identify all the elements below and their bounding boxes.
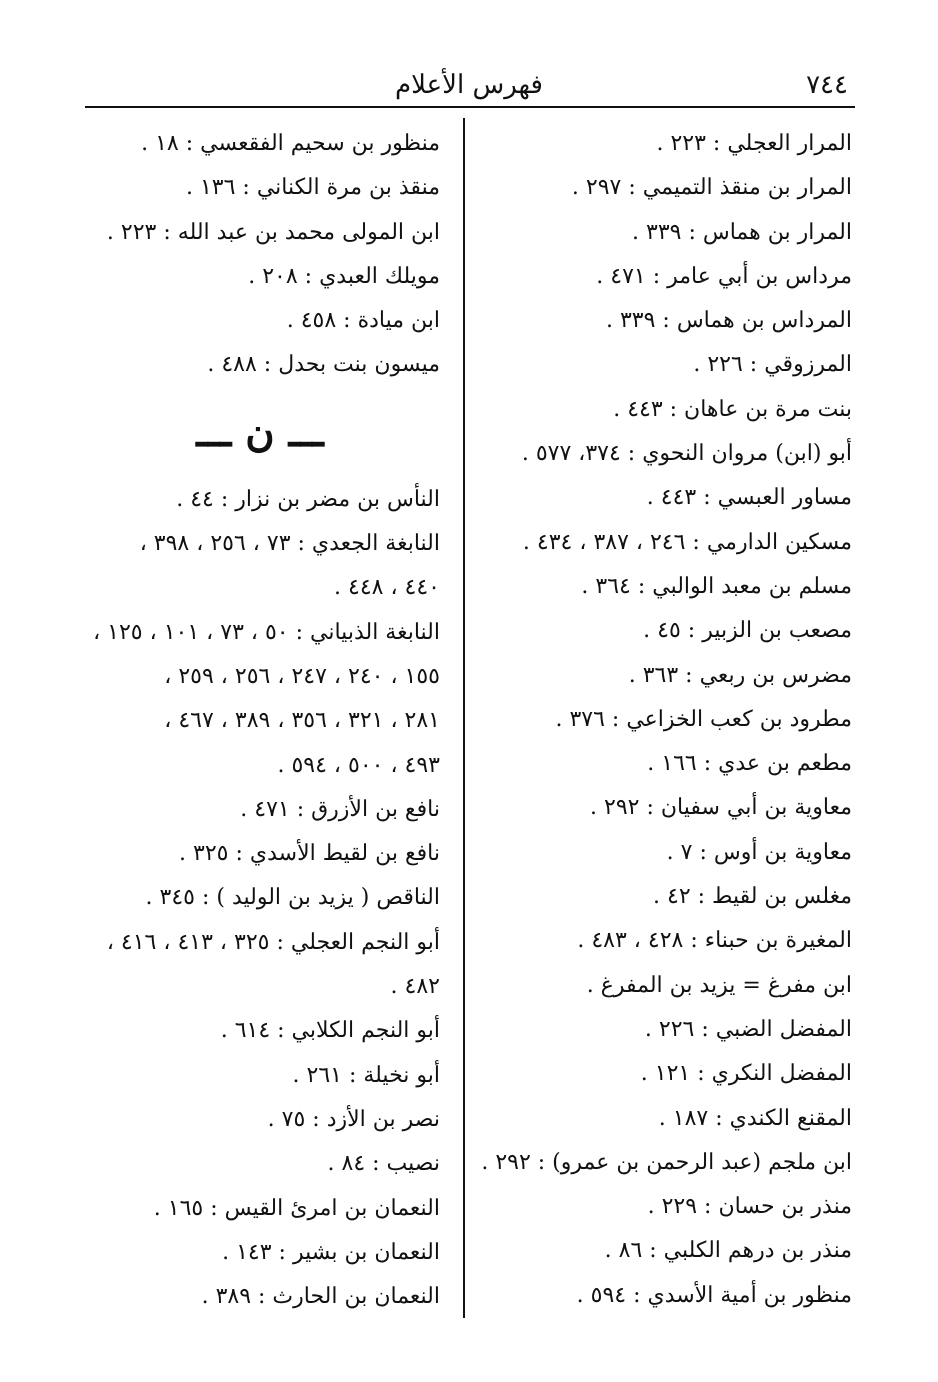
index-entry: مويلك العبدي : ٢٠٨ .: [248, 263, 440, 289]
letter-heading: ـــ ن ـــ: [196, 408, 324, 456]
index-entry: المغيرة بن حبناء : ٤٢٨ ، ٤٨٣ .: [577, 928, 852, 954]
index-entry: المفضل النكري : ١٢١ .: [640, 1061, 852, 1087]
index-entry: أبو (ابن) مروان النحوي : ٣٧٤، ٥٧٧ .: [521, 441, 852, 467]
index-entry: ٢٨١ ، ٣٢١ ، ٣٥٦ ، ٣٨٩ ، ٤٦٧ ،: [164, 708, 440, 734]
index-entry: ميسون بنت بحدل : ٤٨٨ .: [207, 352, 440, 378]
index-entry: المرار العجلي : ٢٢٣ .: [656, 131, 852, 156]
page-title: فهرس الأعلام: [395, 70, 543, 100]
index-entry: نصر بن الأزد : ٧٥ .: [267, 1106, 440, 1132]
index-entry: نصيب : ٨٤ .: [327, 1151, 440, 1177]
index-entry: منظور بن أمية الأسدي : ٥٩٤ .: [576, 1282, 852, 1308]
index-entry: النعمان بن الحارث : ٣٨٩ .: [201, 1284, 440, 1310]
index-entry: المرار بن منقذ التميمي : ٢٩٧ .: [571, 175, 852, 201]
index-entry: المقنع الكندي : ١٨٧ .: [658, 1105, 852, 1131]
index-entry: النابغة الذبياني : ٥٠ ، ٧٣ ، ١٠١ ، ١٢٥ ،: [93, 619, 440, 645]
index-entry: ابن ملجم (عبد الرحمن بن عمرو) : ٢٩٢ .: [481, 1149, 852, 1175]
index-entry: مطرود بن كعب الخزاعي : ٣٧٦ .: [555, 706, 852, 732]
index-entry: نافع بن الأزرق : ٤٧١ .: [240, 796, 440, 822]
left-column: [80, 122, 440, 1319]
index-entry: ابن المولى محمد بن عبد الله : ٢٢٣ .: [106, 219, 440, 245]
index-entry: ٤٩٣ ، ٥٠٠ ، ٥٩٤ .: [277, 752, 440, 778]
index-entry: مصعب بن الزبير : ٤٥ .: [643, 618, 852, 644]
index-entry: المرزوقي : ٢٢٦ .: [693, 352, 852, 378]
index-entry: بنت مرة بن عاهان : ٤٤٣ .: [613, 396, 852, 422]
index-entry: أبو النجم الكلابي : ٦١٤ .: [220, 1018, 440, 1044]
index-entry: منذر بن حسان : ٢٢٩ .: [647, 1194, 852, 1220]
index-entry: معاوية بن أوس : ٧ .: [666, 839, 852, 865]
index-entry: الناقص ( يزيد بن الوليد ) : ٣٤٥ .: [145, 885, 440, 911]
index-entry: مغلس بن لقيط : ٤٢ .: [653, 884, 852, 910]
header-rule: [85, 106, 855, 108]
index-entry: مرداس بن أبي عامر : ٤٧١ .: [596, 263, 852, 289]
index-entry: المرار بن هماس : ٣٣٩ .: [632, 219, 852, 245]
index-entry: ابن ميادة : ٤٥٨ .: [286, 308, 440, 334]
index-entry: مطعم بن عدي : ١٦٦ .: [647, 751, 852, 777]
index-entry: النعمان بن بشير : ١٤٣ .: [222, 1239, 440, 1265]
index-entry: مسلم بن معبد الوالبي : ٣٦٤ .: [581, 573, 852, 599]
index-entry: مساور العبسي : ٤٤٣ .: [646, 485, 852, 511]
index-entry: مضرس بن ربعي : ٣٦٣ .: [628, 662, 852, 688]
index-entry: منظور بن سحيم الفقعسي : ١٨ .: [141, 131, 440, 156]
right-column: [481, 122, 852, 1318]
index-entry: ١٥٥ ، ٢٤٠ ، ٢٤٧ ، ٢٥٦ ، ٢٥٩ ،: [164, 663, 440, 689]
index-entry: أبو نخيلة : ٢٦١ .: [292, 1062, 440, 1088]
index-entry: ٤٨٢ .: [390, 974, 440, 1000]
page-number: ٧٤٤: [806, 70, 848, 100]
index-entry: النأس بن مضر بن نزار : ٤٤ .: [176, 486, 440, 512]
index-entry: منقذ بن مرة الكناني : ١٣٦ .: [185, 175, 440, 201]
index-entry: المرداس بن هماس : ٣٣٩ .: [605, 308, 852, 334]
index-entry: النابغة الجعدي : ٧٣ ، ٢٥٦ ، ٣٩٨ ،: [139, 531, 440, 557]
index-entry: مسكين الدارمي : ٢٤٦ ، ٣٨٧ ، ٤٣٤ .: [522, 529, 852, 555]
index-entry: المفضل الضبي : ٢٢٦ .: [644, 1016, 852, 1042]
index-entry: أبو النجم العجلي : ٣٢٥ ، ٤١٣ ، ٤١٦ ،: [106, 929, 440, 955]
index-entry: نافع بن لقيط الأسدي : ٣٢٥ .: [179, 841, 440, 867]
index-entry: منذر بن درهم الكلبي : ٨٦ .: [604, 1238, 852, 1264]
index-entry: النعمان بن امرئ القيس : ١٦٥ .: [153, 1195, 440, 1221]
index-entry: ابن مفرغ = يزيد بن المفرغ .: [586, 972, 852, 998]
index-entry: معاوية بن أبي سفيان : ٢٩٢ .: [590, 795, 852, 821]
column-divider: [463, 118, 465, 1318]
index-entry: ٤٤٠ ، ٤٤٨ .: [334, 575, 440, 601]
